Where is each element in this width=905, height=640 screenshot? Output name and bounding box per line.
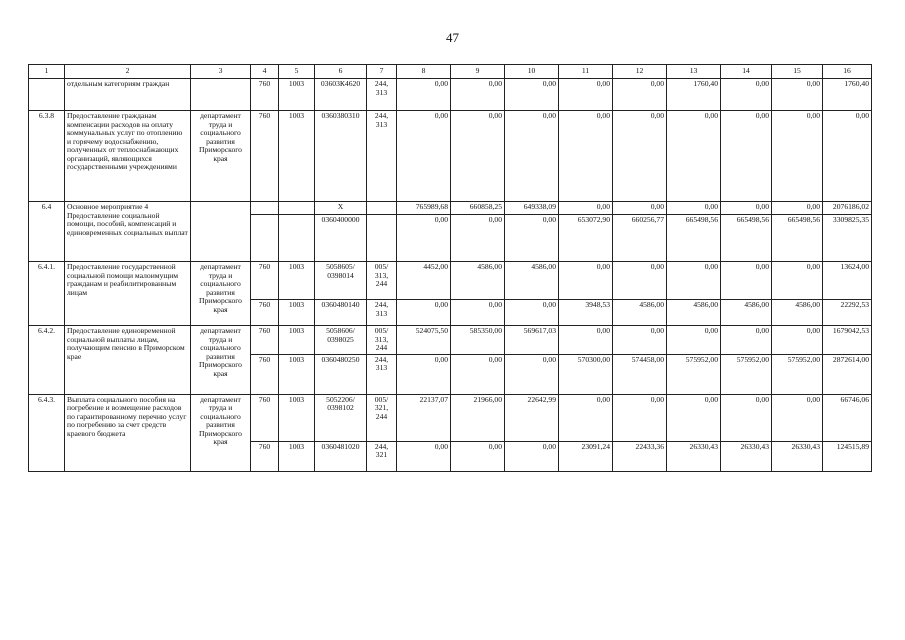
cell-value: 585350,00 [451, 326, 505, 355]
cell-value: 665498,56 [772, 215, 823, 262]
cell-value: 0,00 [505, 79, 559, 111]
column-header: 1 [29, 65, 65, 79]
cell-value: 22642,99 [505, 394, 559, 441]
cell-grbs [251, 202, 279, 215]
cell-value: 0,00 [667, 202, 721, 215]
cell-grbs: 760 [251, 354, 279, 394]
cell-value: 0,00 [613, 202, 667, 215]
cell-rzpr: 1003 [279, 262, 315, 300]
cell-csr: 0360380310 [315, 111, 367, 202]
column-header: 13 [667, 65, 721, 79]
cell-value: 0,00 [451, 441, 505, 471]
column-header: 15 [772, 65, 823, 79]
budget-table [28, 64, 872, 472]
cell-value: 4452,00 [397, 262, 451, 300]
cell-value: 2076186,02 [823, 202, 872, 215]
cell-value: 0,00 [772, 111, 823, 202]
cell-value: 0,00 [721, 79, 772, 111]
cell-value: 0,00 [772, 79, 823, 111]
cell-vr [367, 202, 397, 215]
cell-value: 0,00 [667, 326, 721, 355]
cell-value: 0,00 [505, 215, 559, 262]
row-executor: департамент труда и социального развития Приморского края [191, 262, 251, 326]
column-header: 8 [397, 65, 451, 79]
cell-value: 665498,56 [721, 215, 772, 262]
row-description: Предоставление государственной социальной помощи малоимущим гражданам и реабилитированным лицам [65, 262, 191, 326]
column-header: 4 [251, 65, 279, 79]
column-header: 14 [721, 65, 772, 79]
row-number: 6.4.1. [29, 262, 65, 326]
cell-value: 4586,00 [505, 262, 559, 300]
cell-value: 0,00 [559, 79, 613, 111]
cell-value: 653072,90 [559, 215, 613, 262]
cell-value: 665498,56 [667, 215, 721, 262]
table-row [29, 111, 872, 202]
cell-value: 3309825,35 [823, 215, 872, 262]
cell-value: 575952,00 [721, 354, 772, 394]
cell-value: 0,00 [505, 354, 559, 394]
cell-csr: Х [315, 202, 367, 215]
row-number: 6.4 [29, 202, 65, 262]
cell-value: 0,00 [772, 394, 823, 441]
row-number [29, 79, 65, 111]
column-header: 12 [613, 65, 667, 79]
cell-value: 0,00 [559, 111, 613, 202]
cell-value: 575952,00 [772, 354, 823, 394]
cell-value: 649338,09 [505, 202, 559, 215]
cell-value: 124515,89 [823, 441, 872, 471]
table-header-row [29, 65, 872, 79]
cell-value: 21966,00 [451, 394, 505, 441]
cell-value: 0,00 [667, 111, 721, 202]
row-executor [191, 202, 251, 262]
cell-csr: 5052206/ 0398102 [315, 394, 367, 441]
cell-value: 0,00 [613, 262, 667, 300]
cell-value: 0,00 [397, 441, 451, 471]
table-row [29, 326, 872, 355]
row-number: 6.4.3. [29, 394, 65, 471]
cell-value: 0,00 [721, 394, 772, 441]
cell-grbs: 760 [251, 326, 279, 355]
cell-rzpr [279, 202, 315, 215]
row-executor: департамент труда и социального развития Приморского края [191, 111, 251, 202]
cell-value: 0,00 [397, 111, 451, 202]
column-header: 10 [505, 65, 559, 79]
cell-rzpr: 1003 [279, 354, 315, 394]
cell-value: 1760,40 [823, 79, 872, 111]
row-description: Предоставление единовременной социальной выплаты лицам, получающим пенсию в Приморском крае [65, 326, 191, 395]
cell-value: 570300,00 [559, 354, 613, 394]
cell-value: 0,00 [559, 262, 613, 300]
row-number: 6.3.8 [29, 111, 65, 202]
column-header: 6 [315, 65, 367, 79]
cell-value: 569617,03 [505, 326, 559, 355]
cell-rzpr: 1003 [279, 441, 315, 471]
cell-rzpr [279, 215, 315, 262]
table-row [29, 394, 872, 441]
cell-grbs: 760 [251, 441, 279, 471]
column-header: 16 [823, 65, 872, 79]
cell-value: 0,00 [772, 262, 823, 300]
cell-grbs: 760 [251, 79, 279, 111]
cell-value: 0,00 [559, 202, 613, 215]
cell-value: 22137,07 [397, 394, 451, 441]
cell-value: 0,00 [451, 79, 505, 111]
cell-value: 0,00 [559, 394, 613, 441]
table-row [29, 202, 872, 215]
cell-value: 0,00 [505, 111, 559, 202]
cell-value: 0,00 [613, 394, 667, 441]
cell-vr: 244, 313 [367, 354, 397, 394]
cell-value: 4586,00 [721, 300, 772, 326]
cell-value: 574458,00 [613, 354, 667, 394]
cell-value: 4586,00 [772, 300, 823, 326]
cell-value: 13624,00 [823, 262, 872, 300]
cell-vr: 005/ 321, 244 [367, 394, 397, 441]
cell-value: 23091,24 [559, 441, 613, 471]
cell-value: 0,00 [505, 441, 559, 471]
cell-value: 0,00 [772, 326, 823, 355]
cell-value: 575952,00 [667, 354, 721, 394]
cell-value: 0,00 [772, 202, 823, 215]
column-header: 3 [191, 65, 251, 79]
cell-vr: 005/ 313, 244 [367, 326, 397, 355]
cell-vr: 244, 313 [367, 300, 397, 326]
cell-grbs [251, 215, 279, 262]
cell-rzpr: 1003 [279, 79, 315, 111]
cell-value: 4586,00 [613, 300, 667, 326]
cell-value: 0,00 [397, 79, 451, 111]
row-description: отдельным категориям граждан [65, 79, 191, 111]
cell-value: 66746,06 [823, 394, 872, 441]
table-row [29, 262, 872, 300]
cell-value: 0,00 [451, 111, 505, 202]
cell-value: 0,00 [451, 215, 505, 262]
cell-value: 26330,43 [667, 441, 721, 471]
cell-value: 22292,53 [823, 300, 872, 326]
cell-value: 0,00 [613, 111, 667, 202]
row-description: Основное мероприятие 4 Предоставление социальной помощи, пособий, компенсаций и единовременных социальных выплат [65, 202, 191, 262]
row-number: 6.4.2. [29, 326, 65, 395]
cell-csr: 5058606/ 0398025 [315, 326, 367, 355]
row-description: Предоставление гражданам компенсации расходов на оплату коммунальных услуг по отоплению и горячему водоснабжению, полученных от теплоснабжающих организаций, являющихся государственными учреждениями [65, 111, 191, 202]
cell-rzpr: 1003 [279, 394, 315, 441]
cell-value: 0,00 [721, 326, 772, 355]
cell-csr: 0360480140 [315, 300, 367, 326]
cell-vr: 244, 321 [367, 441, 397, 471]
cell-vr: 244, 313 [367, 79, 397, 111]
cell-value: 0,00 [613, 79, 667, 111]
cell-vr: 244, 313 [367, 111, 397, 202]
cell-value: 0,00 [451, 354, 505, 394]
table-row [29, 79, 872, 111]
cell-value: 0,00 [613, 326, 667, 355]
cell-value: 1679042,53 [823, 326, 872, 355]
cell-rzpr: 1003 [279, 326, 315, 355]
cell-grbs: 760 [251, 111, 279, 202]
cell-value: 765989,68 [397, 202, 451, 215]
cell-value: 0,00 [721, 111, 772, 202]
cell-value: 0,00 [397, 354, 451, 394]
cell-grbs: 760 [251, 394, 279, 441]
cell-csr: 5058605/ 0398014 [315, 262, 367, 300]
cell-value: 0,00 [397, 215, 451, 262]
cell-grbs: 760 [251, 300, 279, 326]
row-executor [191, 79, 251, 111]
cell-value: 22433,36 [613, 441, 667, 471]
column-header: 5 [279, 65, 315, 79]
cell-value: 0,00 [667, 394, 721, 441]
cell-value: 26330,43 [721, 441, 772, 471]
cell-vr: 005/ 313, 244 [367, 262, 397, 300]
cell-csr: 0360481020 [315, 441, 367, 471]
cell-value: 0,00 [721, 262, 772, 300]
cell-csr: 03603К4620 [315, 79, 367, 111]
cell-grbs: 760 [251, 262, 279, 300]
cell-value: 660858,25 [451, 202, 505, 215]
column-header: 7 [367, 65, 397, 79]
row-executor: департамент труда и социального развития Приморского края [191, 326, 251, 395]
column-header: 2 [65, 65, 191, 79]
column-header: 11 [559, 65, 613, 79]
cell-vr [367, 215, 397, 262]
cell-value: 3948,53 [559, 300, 613, 326]
cell-value: 26330,43 [772, 441, 823, 471]
cell-value: 4586,00 [667, 300, 721, 326]
cell-value: 2872614,00 [823, 354, 872, 394]
page-number: 47 [446, 30, 459, 45]
cell-rzpr: 1003 [279, 300, 315, 326]
row-description: Выплата социального пособия на погребение и возмещение расходов по гарантированному перечню услуг по погребению за счет средств краевого бюджета [65, 394, 191, 471]
cell-rzpr: 1003 [279, 111, 315, 202]
row-executor: департамент труда и социального развития Приморского края [191, 394, 251, 471]
cell-value: 524075,50 [397, 326, 451, 355]
cell-value: 0,00 [823, 111, 872, 202]
cell-csr: 0360480250 [315, 354, 367, 394]
cell-value: 660256,77 [613, 215, 667, 262]
cell-value: 0,00 [559, 326, 613, 355]
cell-value: 0,00 [721, 202, 772, 215]
cell-value: 0,00 [397, 300, 451, 326]
cell-value: 0,00 [451, 300, 505, 326]
cell-csr: 0360400000 [315, 215, 367, 262]
cell-value: 0,00 [667, 262, 721, 300]
cell-value: 0,00 [505, 300, 559, 326]
column-header: 9 [451, 65, 505, 79]
cell-value: 4586,00 [451, 262, 505, 300]
cell-value: 1760,40 [667, 79, 721, 111]
